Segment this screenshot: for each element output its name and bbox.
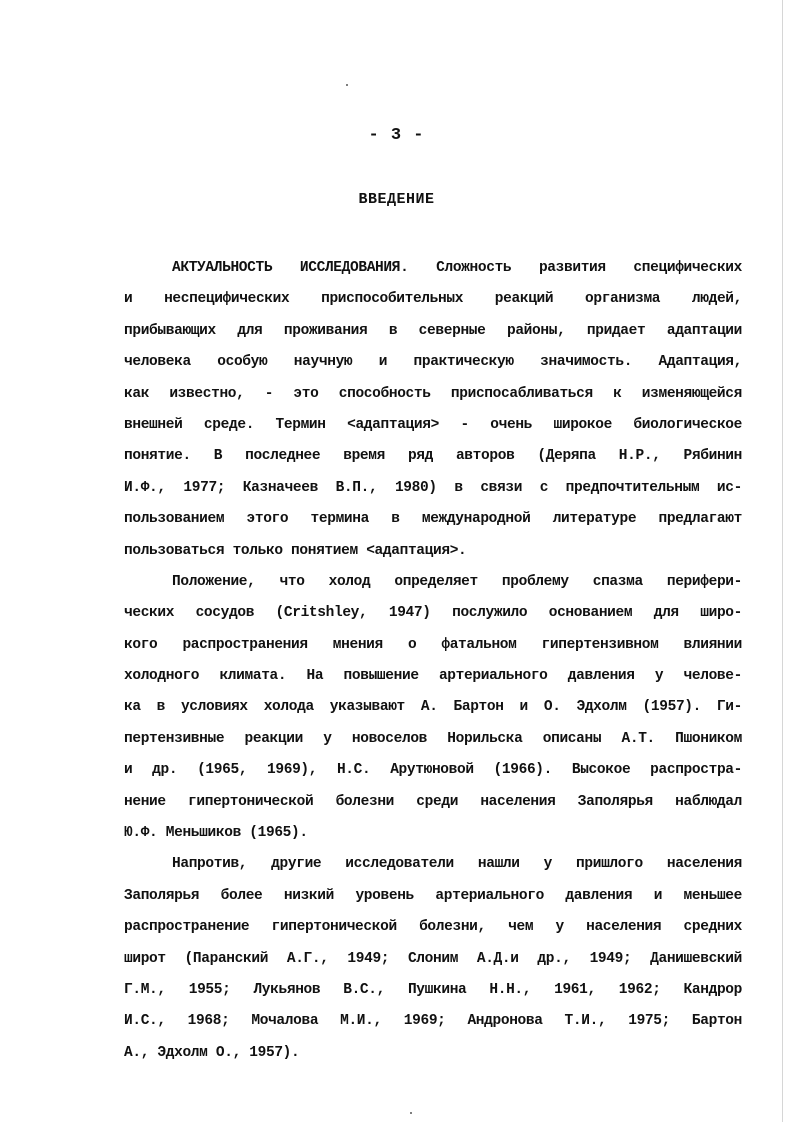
text-line: И.Ф., 1977; Казначеев В.П., 1980) в связи с предпочтительным ис- — [124, 479, 742, 496]
text-line: понятие. В последнее время ряд авторов (Деряпа Н.Р., Рябинин — [124, 448, 742, 465]
text-line: холодного климата. На повышение артериального давления у челове- — [124, 668, 742, 685]
text-line: АКТУАЛЬНОСТЬ ИССЛЕДОВАНИЯ. Сложность развития специфических — [172, 260, 742, 276]
page-number: - 3 - — [368, 126, 425, 145]
text-line: нение гипертонической болезни среди населения Заполярья наблюдал — [124, 793, 742, 810]
text-line: как известно, - это способность приспосабливаться к изменяющейся — [124, 385, 742, 402]
text-line: распространение гипертонической болезни, чем у населения средних — [124, 919, 742, 936]
text-line: и др. (1965, 1969), Н.С. Арутюновой (1966). Высокое распростра- — [124, 762, 742, 779]
text-line: ческих сосудов (Critshley, 1947) послужило основанием для широ- — [124, 605, 742, 622]
text-line: И.С., 1968; Мочалова М.И., 1969; Андронова Т.И., 1975; Бартон — [124, 1013, 742, 1030]
text-line: и неспецифических приспособительных реакций организма людей, — [124, 291, 742, 308]
text-line: прибывающих для проживания в северные районы, придает адаптации — [124, 322, 742, 339]
paragraph-contrary-findings — [124, 849, 742, 1069]
text-line: пользоваться только понятием <адаптация>. — [124, 542, 467, 559]
body-text — [124, 253, 742, 1069]
scan-speck — [346, 84, 348, 86]
paragraph-cold-hypertension — [124, 567, 742, 850]
text-line: широт (Паранский А.Г., 1949; Слоним А.Д.и др., 1949; Данишевский — [124, 950, 742, 967]
text-line: пользованием этого термина в международной литературе предлагают — [124, 511, 742, 528]
text-line: пертензивные реакции у новоселов Норильска описаны А.Т. Пшоником — [124, 730, 742, 747]
text-line: Ю.Ф. Меньшиков (1965). — [124, 825, 308, 842]
scan-speck — [410, 1112, 412, 1114]
section-title: ВВЕДЕНИЕ — [358, 191, 435, 208]
text-line: Заполярья более низкий уровень артериального давления и меньшее — [124, 887, 742, 904]
text-line: человека особую научную и практическую значимость. Адаптация, — [124, 354, 742, 371]
text-line: Напротив, другие исследователи нашли у пришлого населения — [172, 856, 742, 873]
scan-edge-line — [782, 0, 783, 1122]
text-line: А., Эдхолм О., 1957). — [124, 1044, 300, 1061]
text-line: ка в условиях холода указывают А. Бартон и О. Эдхолм (1957). Ги- — [124, 699, 742, 716]
text-line: внешней среде. Термин <адаптация> - очень широкое биологическое — [124, 416, 742, 433]
paragraph-relevance — [124, 253, 742, 567]
text-line: кого распространения мнения о фатальном гипертензивном влиянии — [124, 636, 742, 653]
text-line: Положение, что холод определяет проблему спазма перифери- — [172, 573, 742, 590]
text-line: Г.М., 1955; Лукьянов В.С., Пушкина Н.Н., 1961, 1962; Кандрор — [124, 981, 742, 998]
